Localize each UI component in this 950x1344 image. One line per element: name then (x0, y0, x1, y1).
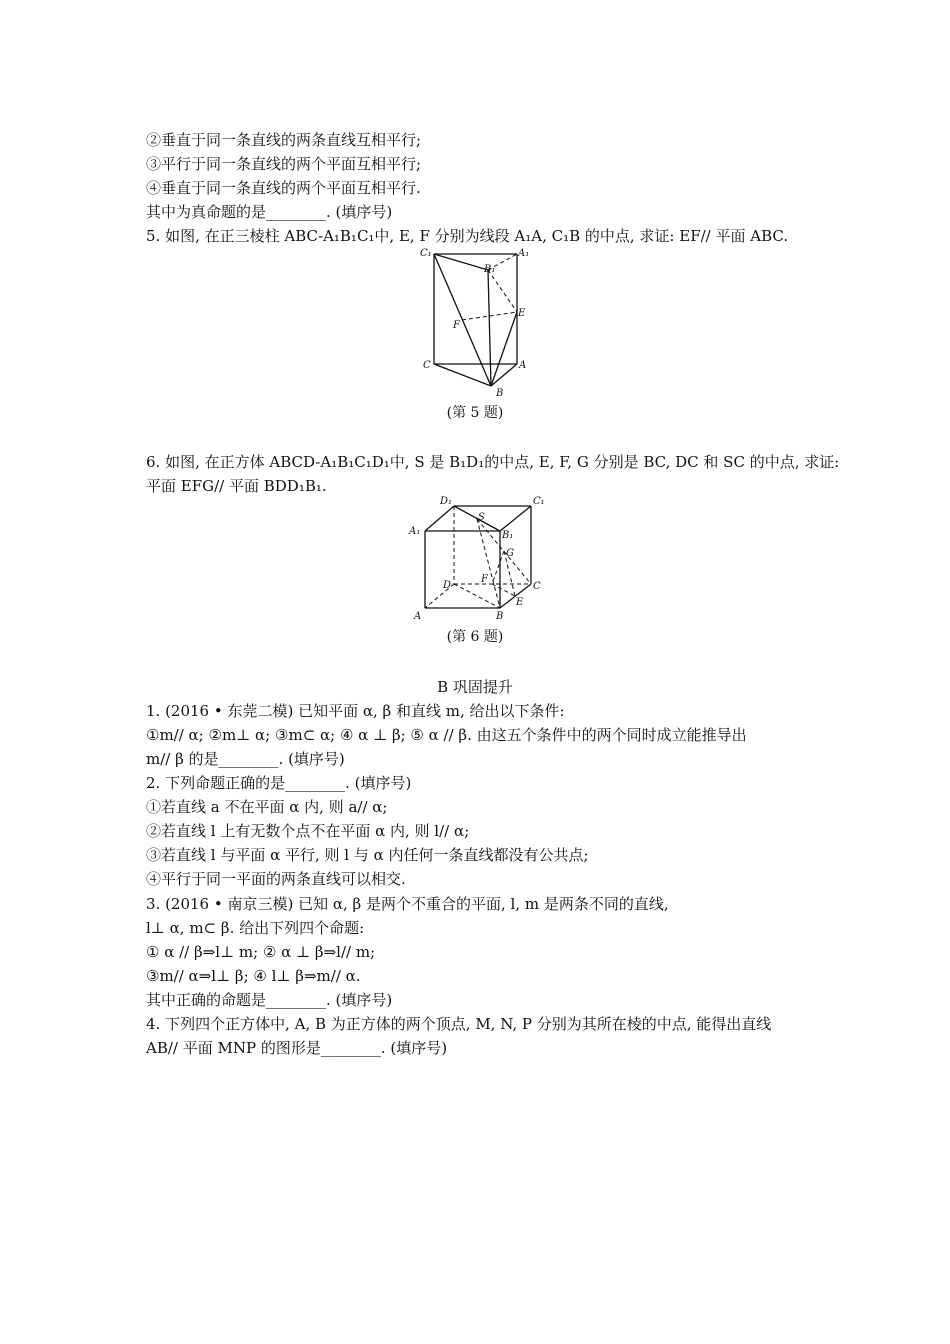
text-line: m// β 的是________. (填序号) (146, 750, 345, 768)
question-6-cont: 平面 EFG// 平面 BDD₁B₁. (146, 477, 327, 495)
label-E: E (518, 308, 526, 319)
label-C: C (533, 581, 541, 592)
label-C: C (423, 360, 431, 371)
text-line: 1. (2016 • 东莞二模) 已知平面 α, β 和直线 m, 给出以下条件: (146, 702, 565, 720)
label-B: B (496, 611, 504, 622)
figure-5-prism (420, 246, 530, 398)
figure-6-cube (405, 494, 555, 624)
text-line: ②若直线 l 上有无数个点不在平面 α 内, 则 l// α; (146, 822, 470, 840)
text-line: ②垂直于同一条直线的两条直线互相平行; (146, 131, 422, 149)
text-line: 2. 下列命题正确的是________. (填序号) (146, 774, 412, 792)
label-E: E (516, 597, 524, 608)
text-line: 3. (2016 • 南京三模) 已知 α, β 是两个不重合的平面, l, m 是两条不同的直线, (146, 895, 669, 913)
text-line: 4. 下列四个正方体中, A, B 为正方体的两个顶点, M, N, P 分别为其所在棱的中点, 能得出直线 (146, 1015, 772, 1033)
text-line: l⊥ α, m⊂ β. 给出下列四个命题: (146, 919, 365, 937)
figure-6-caption: (第 6 题) (446, 629, 504, 645)
label-B: B (496, 388, 504, 399)
question-6: 6. 如图, 在正方体 ABCD-A₁B₁C₁D₁中, S 是 B₁D₁的中点, E, F, G 分别是 BC, DC 和 SC 的中点, 求证: (146, 453, 840, 471)
text-line: ① α // β⇒l⊥ m; ② α ⊥ β⇒l// m; (146, 943, 376, 961)
figure-5-caption: (第 5 题) (446, 405, 504, 421)
text-line: ①若直线 a 不在平面 α 内, 则 a// α; (146, 798, 388, 816)
text-line: 其中为真命题的是________. (填序号) (146, 203, 393, 221)
text-line: AB// 平面 MNP 的图形是________. (填序号) (146, 1039, 448, 1057)
label-B1: B₁ (484, 264, 496, 275)
section-title: B 巩固提升 (437, 678, 513, 696)
text-line: 其中正确的命题是________. (填序号) (146, 991, 393, 1009)
label-B1: B₁ (502, 530, 514, 541)
label-C1: C₁ (533, 496, 545, 507)
text-line: ③平行于同一条直线的两个平面互相平行; (146, 155, 422, 173)
label-D: D (443, 580, 452, 591)
label-A1: A₁ (409, 526, 421, 537)
label-S: S (478, 512, 485, 523)
label-F: F (453, 320, 460, 331)
label-A1: A₁ (518, 248, 530, 259)
label-A: A (519, 360, 527, 371)
text-line: ③m// α⇒l⊥ β; ④ l⊥ β⇒m// α. (146, 967, 361, 985)
label-F: F (481, 574, 488, 585)
label-G: G (506, 548, 514, 559)
text-line: ③若直线 l 与平面 α 平行, 则 l 与 α 内任何一条直线都没有公共点; (146, 846, 589, 864)
text-line: ④垂直于同一条直线的两个平面互相平行. (146, 179, 421, 197)
question-5: 5. 如图, 在正三棱柱 ABC-A₁B₁C₁中, E, F 分别为线段 A₁A, C₁B 的中点, 求证: EF// 平面 ABC. (146, 227, 789, 245)
label-A: A (414, 611, 422, 622)
label-C1: C₁ (420, 248, 432, 259)
text-line: ①m// α; ②m⊥ α; ③m⊂ α; ④ α ⊥ β; ⑤ α // β. 由这五个条件中的两个同时成立能推导出 (146, 726, 747, 744)
label-D1: D₁ (440, 496, 453, 507)
text-line: ④平行于同一平面的两条直线可以相交. (146, 870, 406, 888)
